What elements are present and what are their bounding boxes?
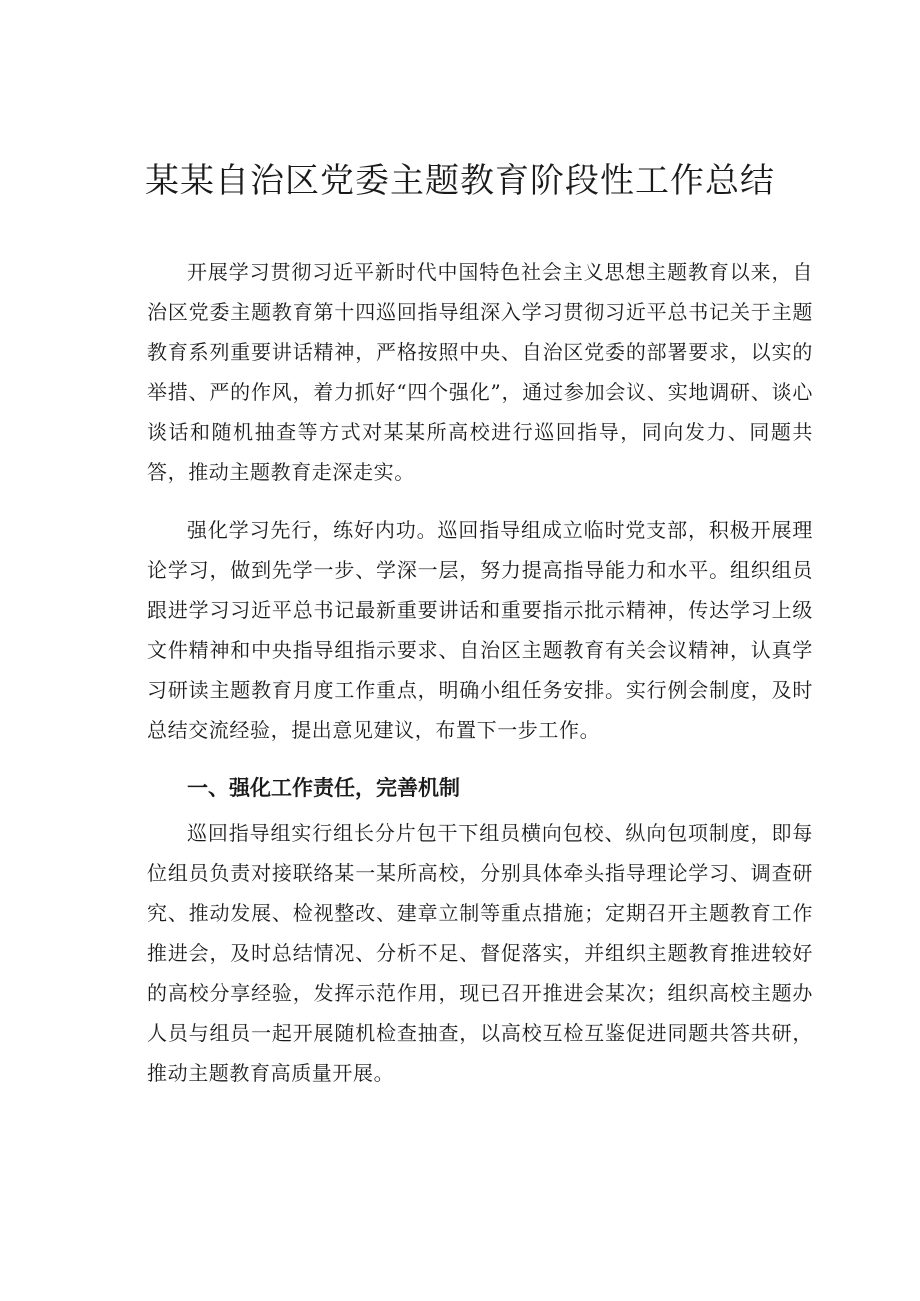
paragraph-study: 强化学习先行，练好内功。巡回指导组成立临时党支部，积极开展理论学习，做到先学一步、学深一层，努力提高指导能力和水平。组织组员跟进学习习近平总书记最新重要讲话和重要指示批示精神，传达学习上级文件精神和中央指导组指示要求、自治区主题教育有关会议精神，认真学习研读主题教育月度工作重点，明确小组任务安排。实行例会制度，及时总结交流经验，提出意见建议，布置下一步工作。 xyxy=(147,518,813,742)
paragraph-intro: 开展学习贯彻习近平新时代中国特色社会主义思想主题教育以来，自治区党委主题教育第十四巡回指导组深入学习贯彻习近平总书记关于主题教育系列重要讲话精神，严格按照中央、自治区党委的部署要求，以实的举措、严的作风，着力抓好“四个强化”，通过参加会议、实地调研、谈心谈话和随机抽查等方式对某某所高校进行巡回指导，同向发力、同题共答，推动主题教育走深走实。 xyxy=(147,260,813,484)
section-heading: 一、强化工作责任，完善机制 xyxy=(187,776,460,800)
document-title: 某某自治区党委主题教育阶段性工作总结 xyxy=(145,161,775,201)
paragraph-responsibility: 巡回指导组实行组长分片包干下组员横向包校、纵向包项制度，即每位组员负责对接联络某一某所高校，分别具体牵头指导理论学习、调查研究、推动发展、检视整改、建章立制等重点措施；定期召开主题教育工作推进会，及时总结情况、分析不足、督促落实，并组织主题教育推进较好的高校分享经验，发挥示范作用，现已召开推进会某次；组织高校主题办人员与组员一起开展随机检查抽查，以高校互检互鉴促进同题共答共研，推动主题教育高质量开展。 xyxy=(147,821,813,1085)
